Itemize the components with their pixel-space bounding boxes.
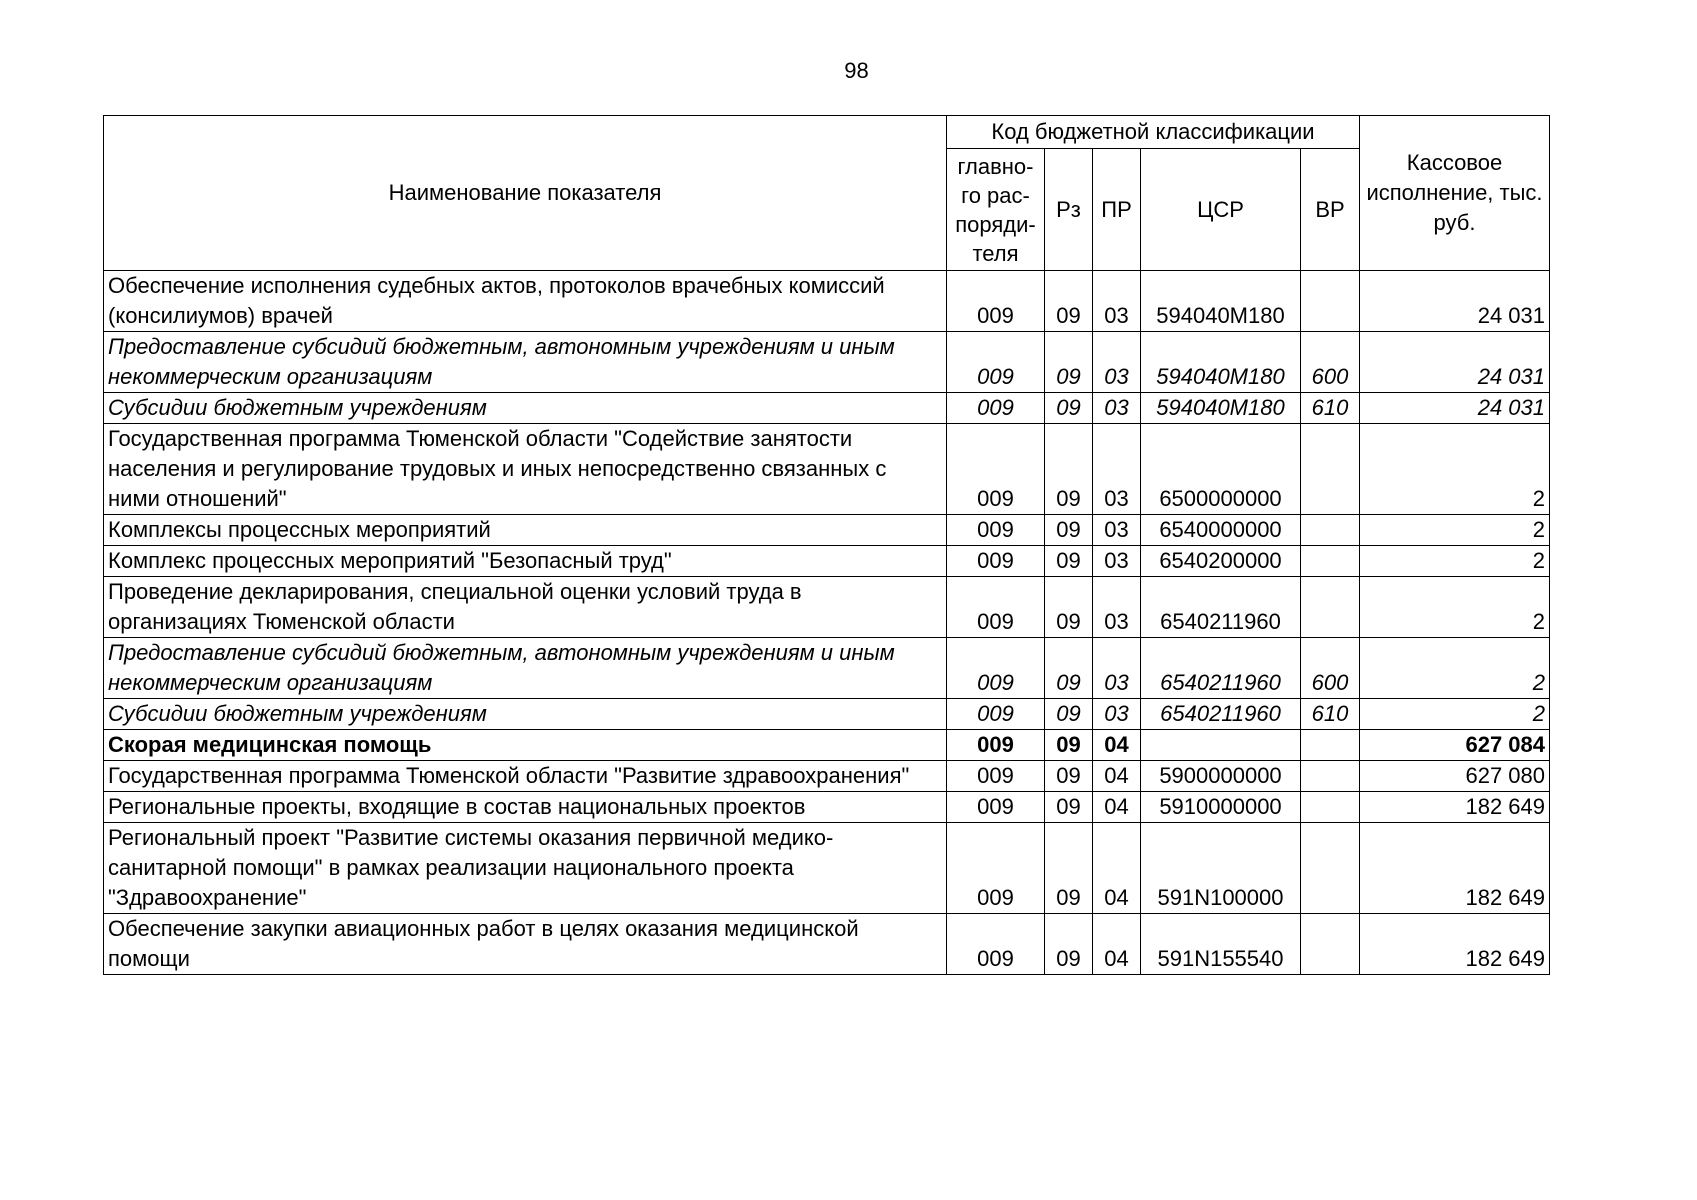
row-rz-code: 09 <box>1045 761 1093 792</box>
header-code-group: Код бюджетной классификации <box>947 116 1360 149</box>
row-administrator-code: 009 <box>947 730 1045 761</box>
row-name: Региональные проекты, входящие в состав национальных проектов <box>104 792 947 823</box>
row-pr-code: 03 <box>1093 515 1141 546</box>
row-csr-code: 6540000000 <box>1141 515 1301 546</box>
row-csr-code: 5910000000 <box>1141 792 1301 823</box>
row-amount: 24 031 <box>1360 393 1550 424</box>
row-administrator-code: 009 <box>947 792 1045 823</box>
table-row <box>104 914 1550 975</box>
row-rz-code: 09 <box>1045 332 1093 393</box>
table-row <box>104 823 1550 914</box>
row-amount: 182 649 <box>1360 823 1550 914</box>
row-rz-code: 09 <box>1045 546 1093 577</box>
row-csr-code: 594040М180 <box>1141 393 1301 424</box>
row-csr-code: 6540211960 <box>1141 577 1301 638</box>
row-name: Государственная программа Тюменской области "Развитие здравоохранения" <box>104 761 947 792</box>
table-header <box>104 116 1550 271</box>
header-name: Наименование показателя <box>104 116 947 271</box>
row-csr-code: 6500000000 <box>1141 424 1301 515</box>
row-administrator-code: 009 <box>947 577 1045 638</box>
row-amount: 182 649 <box>1360 914 1550 975</box>
row-rz-code: 09 <box>1045 638 1093 699</box>
row-vr-code: 610 <box>1301 393 1360 424</box>
table-row <box>104 332 1550 393</box>
table-row <box>104 638 1550 699</box>
table-body <box>104 271 1550 975</box>
row-pr-code: 03 <box>1093 699 1141 730</box>
row-name: Предоставление субсидий бюджетным, автономным учреждениям и иным некоммерческим организациям <box>104 332 947 393</box>
row-rz-code: 09 <box>1045 271 1093 332</box>
row-name: Субсидии бюджетным учреждениям <box>104 393 947 424</box>
row-pr-code: 04 <box>1093 823 1141 914</box>
budget-table <box>103 115 1550 975</box>
row-name: Государственная программа Тюменской области "Содействие занятости населения и регулирование трудовых и иных непосредственно связанных с ними отношений" <box>104 424 947 515</box>
header-amount: Кассовое исполнение, тыс. руб. <box>1360 116 1550 271</box>
row-vr-code: 600 <box>1301 638 1360 699</box>
row-vr-code <box>1301 761 1360 792</box>
row-rz-code: 09 <box>1045 823 1093 914</box>
row-rz-code: 09 <box>1045 792 1093 823</box>
row-name: Проведение декларирования, специальной оценки условий труда в организациях Тюменской области <box>104 577 947 638</box>
row-name: Субсидии бюджетным учреждениям <box>104 699 947 730</box>
row-pr-code: 03 <box>1093 638 1141 699</box>
row-administrator-code: 009 <box>947 823 1045 914</box>
header-pr: ПР <box>1093 149 1141 271</box>
row-vr-code <box>1301 914 1360 975</box>
row-amount: 2 <box>1360 577 1550 638</box>
row-administrator-code: 009 <box>947 271 1045 332</box>
row-pr-code: 03 <box>1093 271 1141 332</box>
row-administrator-code: 009 <box>947 424 1045 515</box>
row-name: Региональный проект "Развитие системы оказания первичной медико-санитарной помощи" в рамках реализации национального проекта "Здравоохранение" <box>104 823 947 914</box>
header-vr: ВР <box>1301 149 1360 271</box>
row-administrator-code: 009 <box>947 761 1045 792</box>
row-csr-code <box>1141 730 1301 761</box>
table-row <box>104 699 1550 730</box>
row-administrator-code: 009 <box>947 332 1045 393</box>
table-row <box>104 393 1550 424</box>
row-vr-code <box>1301 730 1360 761</box>
row-csr-code: 594040М180 <box>1141 332 1301 393</box>
row-rz-code: 09 <box>1045 424 1093 515</box>
row-csr-code: 6540211960 <box>1141 638 1301 699</box>
row-pr-code: 03 <box>1093 546 1141 577</box>
row-vr-code <box>1301 424 1360 515</box>
row-amount: 2 <box>1360 515 1550 546</box>
table-row <box>104 761 1550 792</box>
table-row <box>104 792 1550 823</box>
header-csr: ЦСР <box>1141 149 1301 271</box>
header-administrator: главно-го рас-поряди-теля <box>947 149 1045 271</box>
row-administrator-code: 009 <box>947 515 1045 546</box>
table-row <box>104 271 1550 332</box>
row-csr-code: 591N100000 <box>1141 823 1301 914</box>
row-amount: 627 080 <box>1360 761 1550 792</box>
row-rz-code: 09 <box>1045 914 1093 975</box>
row-pr-code: 03 <box>1093 332 1141 393</box>
table-row <box>104 730 1550 761</box>
row-vr-code: 600 <box>1301 332 1360 393</box>
row-rz-code: 09 <box>1045 515 1093 546</box>
row-pr-code: 04 <box>1093 792 1141 823</box>
row-amount: 2 <box>1360 546 1550 577</box>
header-rz: Рз <box>1045 149 1093 271</box>
row-name: Комплекс процессных мероприятий "Безопасный труд" <box>104 546 947 577</box>
row-rz-code: 09 <box>1045 699 1093 730</box>
row-amount: 182 649 <box>1360 792 1550 823</box>
row-vr-code <box>1301 515 1360 546</box>
row-amount: 2 <box>1360 424 1550 515</box>
row-csr-code: 594040М180 <box>1141 271 1301 332</box>
row-vr-code: 610 <box>1301 699 1360 730</box>
row-administrator-code: 009 <box>947 638 1045 699</box>
row-amount: 2 <box>1360 638 1550 699</box>
row-vr-code <box>1301 823 1360 914</box>
row-amount: 2 <box>1360 699 1550 730</box>
page-number: 98 <box>844 58 869 83</box>
table-row <box>104 546 1550 577</box>
row-pr-code: 04 <box>1093 761 1141 792</box>
row-name: Обеспечение закупки авиационных работ в целях оказания медицинской помощи <box>104 914 947 975</box>
row-amount: 24 031 <box>1360 271 1550 332</box>
row-pr-code: 03 <box>1093 577 1141 638</box>
row-administrator-code: 009 <box>947 393 1045 424</box>
row-administrator-code: 009 <box>947 914 1045 975</box>
row-administrator-code: 009 <box>947 699 1045 730</box>
row-csr-code: 6540200000 <box>1141 546 1301 577</box>
row-name: Скорая медицинская помощь <box>104 730 947 761</box>
row-administrator-code: 009 <box>947 546 1045 577</box>
row-vr-code <box>1301 577 1360 638</box>
table-row <box>104 515 1550 546</box>
row-amount: 627 084 <box>1360 730 1550 761</box>
row-pr-code: 03 <box>1093 424 1141 515</box>
row-rz-code: 09 <box>1045 393 1093 424</box>
row-pr-code: 04 <box>1093 914 1141 975</box>
row-csr-code: 591N155540 <box>1141 914 1301 975</box>
table-row <box>104 577 1550 638</box>
row-vr-code <box>1301 271 1360 332</box>
row-pr-code: 04 <box>1093 730 1141 761</box>
row-rz-code: 09 <box>1045 577 1093 638</box>
row-pr-code: 03 <box>1093 393 1141 424</box>
row-name: Обеспечение исполнения судебных актов, протоколов врачебных комиссий (консилиумов) врачей <box>104 271 947 332</box>
row-name: Предоставление субсидий бюджетным, автономным учреждениям и иным некоммерческим организациям <box>104 638 947 699</box>
row-vr-code <box>1301 792 1360 823</box>
row-csr-code: 5900000000 <box>1141 761 1301 792</box>
row-csr-code: 6540211960 <box>1141 699 1301 730</box>
row-amount: 24 031 <box>1360 332 1550 393</box>
table-row <box>104 424 1550 515</box>
row-rz-code: 09 <box>1045 730 1093 761</box>
row-name: Комплексы процессных мероприятий <box>104 515 947 546</box>
row-vr-code <box>1301 546 1360 577</box>
